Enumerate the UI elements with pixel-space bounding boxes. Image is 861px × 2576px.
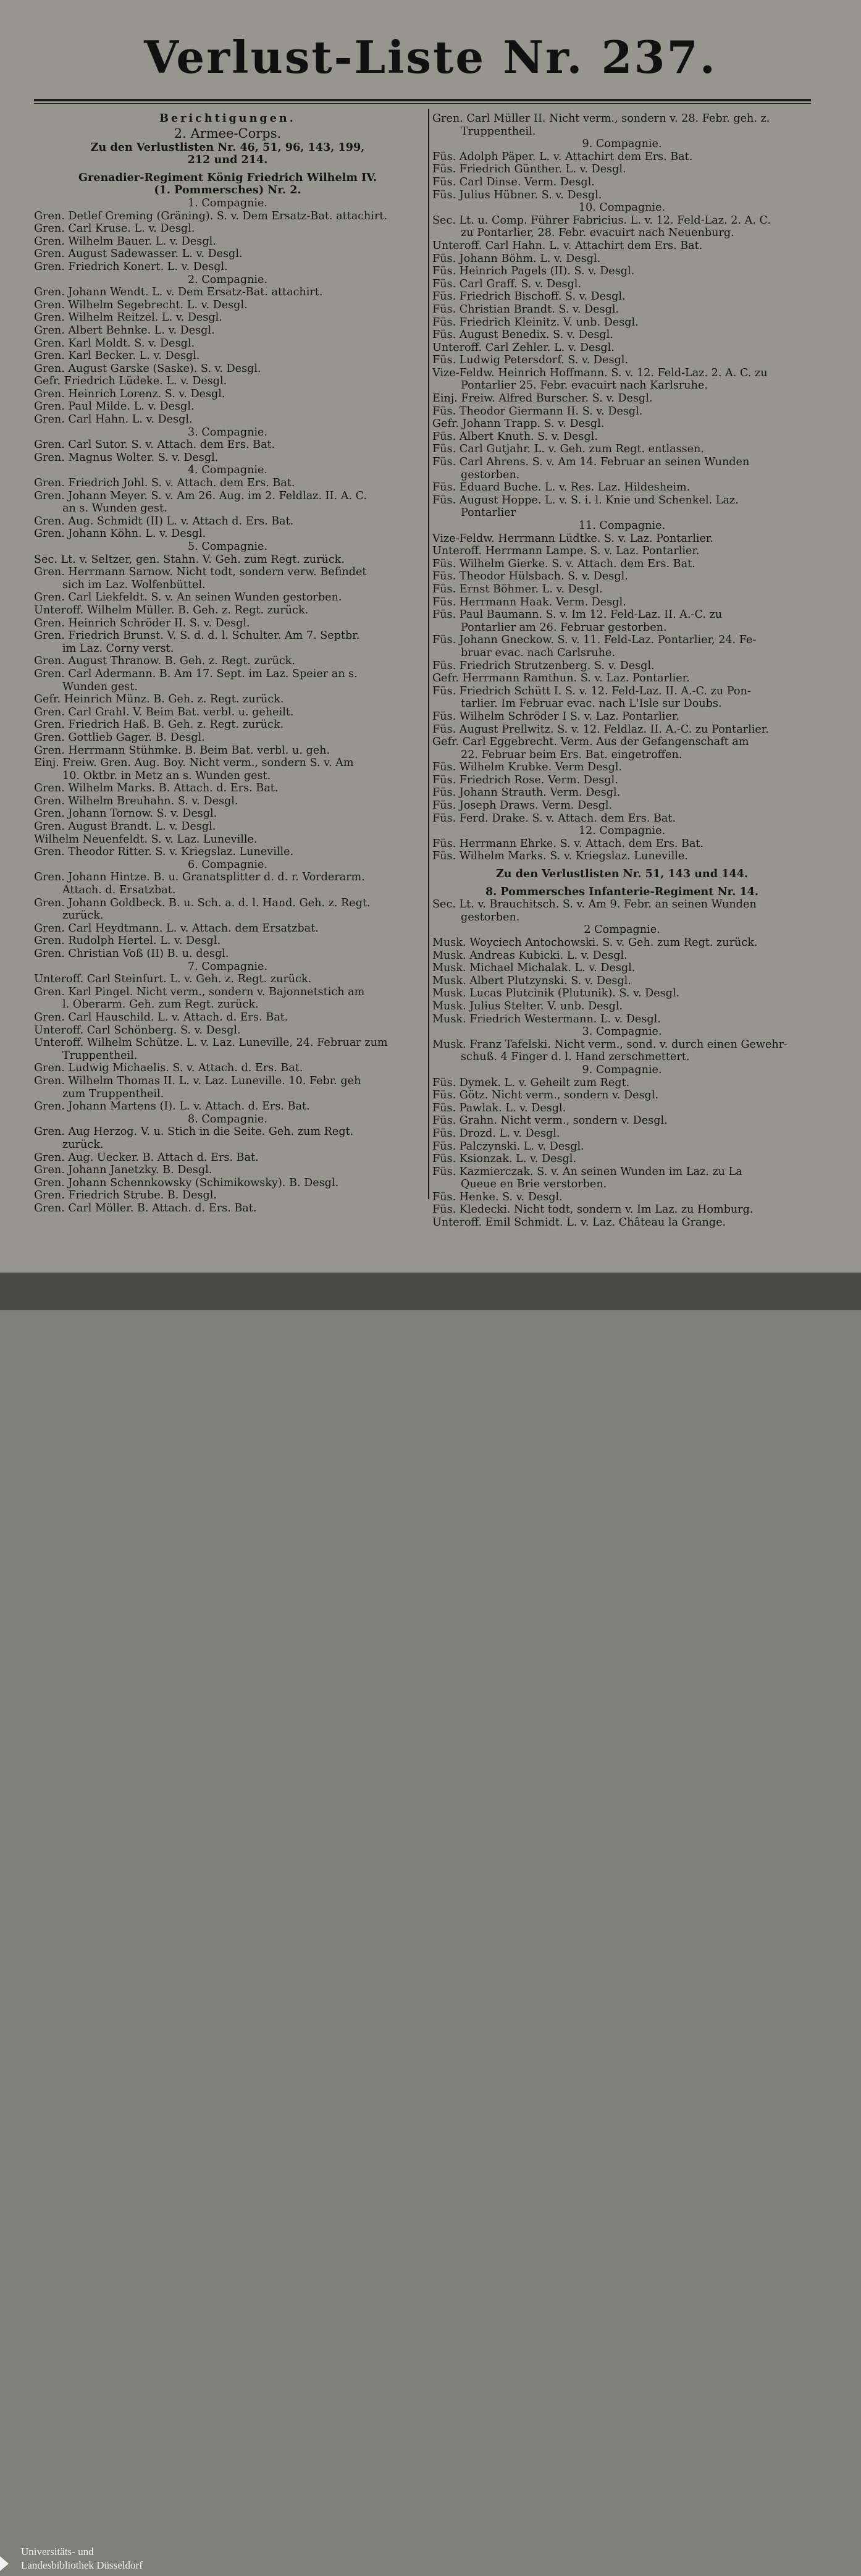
company-heading: 10. Compagnie. [578,201,666,214]
casualty-entry: Gren. Johann Janetzky. B. Desgl. [34,1164,212,1177]
company-heading: 3. Compagnie. [582,1025,662,1038]
casualty-entry: Gren. Carl Müller II. Nicht verm., sondern v. 28. Febr. geh. z. [432,112,770,125]
casualty-entry: Füs. Carl Gutjahr. L. v. Geh. zum Regt. entlassen. [432,443,704,456]
casualty-entry: Gren. August Brandt. L. v. Desgl. [34,820,216,833]
casualty-entry: Gren. Wilhelm Bauer. L. v. Desgl. [34,235,216,248]
casualty-entry: Gren. Heinrich Lorenz. S. v. Desgl. [34,387,225,400]
casualty-entry: Gren. Johann Wendt. L. v. Dem Ersatz-Bat. attachirt. [34,286,323,299]
casualty-entry: Musk. Michael Michalak. L. v. Desgl. [432,962,636,975]
casualty-entry: Sec. Lt. u. Comp. Führer Fabricius. L. v. 12. Feld-Laz. 2. A. C. [432,214,771,227]
casualty-entry: Gren. Rudolph Hertel. L. v. Desgl. [34,935,221,948]
casualty-entry: Gren. Johann Tornow. S. v. Desgl. [34,807,217,820]
casualty-entry: Gren. Theodor Ritter. S. v. Kriegslaz. Luneville. [34,846,294,859]
company-heading: 3. Compagnie. [187,426,268,439]
casualty-entry: Füs. August Prellwitz. S. v. 12. Feldlaz. II. A.-C. zu Pontarlier. [432,723,769,736]
casualty-entry-continuation: bruar evac. nach Carlsruhe. [461,646,616,659]
library-logo-icon [0,2545,19,2576]
company-heading: 5. Compagnie. [187,541,268,553]
casualty-entry: Gefr. Johann Trapp. S. v. Desgl. [432,418,605,431]
casualty-entry: Gren. Karl Pingel. Nicht verm., sondern v. Bajonnetstich am [34,985,365,998]
casualty-entry: Füs. Pawlak. L. v. Desgl. [432,1101,566,1114]
casualty-entry: Füs. Kazmierczak. S. v. An seinen Wunden im Laz. zu La [432,1165,742,1178]
casualty-entry: Füs. Johann Böhm. L. v. Desgl. [432,252,601,265]
casualty-entry: Gren. August Garske (Saske). S. v. Desgl. [34,362,261,375]
casualty-entry: Gren. Johann Goldbeck. B. u. Sch. a. d. l. Hand. Geh. z. Regt. [34,896,371,909]
casualty-entry: Füs. Wilhelm Gierke. S. v. Attach. dem Ers. Bat. [432,557,695,570]
casualty-entry: Musk. Franz Tafelski. Nicht verm., sond. v. durch einen Gewehr- [432,1038,788,1051]
casualty-entry: Gren. August Thranow. B. Geh. z. Regt. zurück. [34,655,295,668]
left-column [34,112,421,1214]
casualty-entry: Gren. Wilhelm Thomas II. L. v. Laz. Luneville. 10. Febr. geh [34,1074,361,1087]
company-heading: 8. Compagnie. [187,1113,268,1126]
casualty-entry: Gren. Christian Voß (II) B. u. desgl. [34,948,229,960]
casualty-entry: Füs. Götz. Nicht verm., sondern v. Desgl. [432,1089,659,1102]
casualty-entry: Füs. Friedrich Günther. L. v. Desgl. [432,163,626,176]
casualty-entry: Gren. Aug Herzog. V. u. Stich in die Seite. Geh. zum Regt. [34,1126,354,1139]
casualty-entry: Gren. Friedrich Strube. B. Desgl. [34,1189,217,1202]
casualty-entry: Füs. Dymek. L. v. Geheilt zum Regt. [432,1076,630,1089]
casualty-entry-continuation: Wunden gest. [62,680,138,693]
column-divider [428,109,429,1199]
regiment-heading: 8. Pommersches Infanterie-Regiment Nr. 14. [485,885,759,898]
casualty-entry: Gren. Gottlieb Gager. B. Desgl. [34,731,205,744]
casualty-entry-continuation: im Laz. Corny verst. [62,642,174,655]
casualty-entry: Füs. Herrmann Haak. Verm. Desgl. [432,596,626,608]
casualty-entry: Gren. Albert Behnke. L. v. Desgl. [34,324,215,337]
casualty-entry: Gren. Detlef Greming (Gräning). S. v. Dem Ersatz-Bat. attachirt. [34,209,388,222]
casualty-entry: Gren. Johann Schennkowsky (Schimikowsky). B. Desgl. [34,1176,339,1189]
casualty-entry-continuation: gestorben. [461,911,520,924]
company-heading: 11. Compagnie. [578,520,666,532]
casualty-entry-continuation: schuß. 4 Finger d. l. Hand zerschmettert. [461,1051,690,1064]
casualty-entry: Musk. Lucas Plutcinik (Plutunik). S. v. Desgl. [432,987,680,1000]
company-heading: 12. Compagnie. [578,825,666,838]
company-heading: 1. Compagnie. [187,196,268,209]
company-heading: 7. Compagnie. [187,960,268,973]
casualty-entry-continuation: zu Pontarlier, 28. Febr. evacuirt nach Neuenburg. [461,227,734,240]
casualty-entry: Gren. Johann Meyer. S. v. Am 26. Aug. im 2. Feldlaz. II. A. C. [34,489,368,502]
casualty-entry: Füs. Friedrich Kleinitz. V. unb. Desgl. [432,316,639,329]
library-name-line1: Universitäts- und [21,2546,94,2557]
casualty-entry-continuation: zum Truppentheil. [62,1087,164,1100]
spacer [34,167,421,172]
casualty-entry: Füs. Henke. S. v. Desgl. [432,1190,563,1203]
casualty-entry: Gren. Friedrich Brunst. V. S. d. d. l. Schulter. Am 7. Septbr. [34,629,360,642]
right-column [432,112,812,1229]
casualty-entry: Gren. Heinrich Schröder II. S. v. Desgl. [34,617,250,629]
casualty-entry: Gren. Carl Sutor. S. v. Attach. dem Ers. Bat. [34,439,275,452]
casualty-entry: Füs. Friedrich Schütt I. S. v. 12. Feld-Laz. II. A.-C. zu Pon- [432,684,751,697]
casualty-entry: Gren. Carl Kruse. L. v. Desgl. [34,222,195,235]
regiment-heading: 212 und 214. [187,154,268,167]
casualty-entry: Gren. Wilhelm Segebrecht. L. v. Desgl. [34,298,248,311]
regiment-heading: Zu den Verlustlisten Nr. 51, 143 und 144. [495,868,749,881]
casualty-entry: Gefr. Carl Eggebrecht. Verm. Aus der Gefangenschaft am [432,736,749,749]
casualty-entry: Gren. Aug. Schmidt (II) L. v. Attach d. Ers. Bat. [34,515,294,528]
casualty-entry-continuation: gestorben. [461,468,520,481]
casualty-entry-continuation: Pontarlier 25. Febr. evacuirt nach Karlsruhe. [461,379,708,392]
casualty-entry: Gren. Johann Martens (I). L. v. Attach. d. Ers. Bat. [34,1100,310,1113]
casualty-entry-continuation: l. Oberarm. Geh. zum Regt. zurück. [62,998,259,1011]
casualty-entry: Gren. Karl Becker. L. v. Desgl. [34,350,200,363]
casualty-entry: Gefr. Herrmann Ramthun. S. v. Laz. Pontarlier. [432,672,690,685]
casualty-entry: Füs. Albert Knuth. S. v. Desgl. [432,430,598,443]
casualty-entry: Füs. Friedrich Bischoff. S. v. Desgl. [432,290,626,303]
casualty-entry: Gren. Johann Hintze. B. u. Granatsplitter d. d. r. Vorderarm. [34,871,365,884]
casualty-entry: Unteroff. Carl Steinfurt. L. v. Geh. z. Regt. zurück. [34,973,312,986]
casualty-entry: Füs. Theodor Hülsbach. S. v. Desgl. [432,570,628,583]
casualty-entry: Gefr. Heinrich Münz. B. Geh. z. Regt. zurück. [34,693,284,706]
casualty-entry: Gren. Carl Möller. B. Attach. d. Ers. Bat. [34,1202,257,1214]
casualty-entry: Gren. Aug. Uecker. B. Attach d. Ers. Bat. [34,1151,259,1164]
casualty-entry: Gren. Carl Hauschild. L. v. Attach. d. Ers. Bat. [34,1011,288,1024]
spacer [432,863,812,868]
casualty-entry-continuation: Truppentheil. [62,1049,138,1062]
library-footer [0,1273,861,2571]
casualty-entry: Musk. Albert Plutzynski. S. v. Desgl. [432,974,631,987]
casualty-entry: Unteroff. Wilhelm Müller. B. Geh. z. Regt. zurück. [34,604,309,617]
casualty-entry: Gren. August Sadewasser. L. v. Desgl. [34,248,243,261]
casualty-entry: Gren. Carl Adermann. B. Am 17. Sept. im Laz. Speier an s. [34,667,358,680]
casualty-entry: Füs. Heinrich Pagels (II). S. v. Desgl. [432,265,635,278]
casualty-entry: Gren. Magnus Wolter. S. v. Desgl. [34,451,219,464]
casualty-entry-continuation: Truppentheil. [461,125,536,138]
casualty-entry: Unteroff. Emil Schmidt. L. v. Laz. Château la Grange. [432,1216,726,1229]
casualty-entry: Füs. Adolph Päper. L. v. Attachirt dem Ers. Bat. [432,150,693,163]
casualty-entry: Gren. Ludwig Michaelis. S. v. Attach. d. Ers. Bat. [34,1062,303,1075]
casualty-entry: Musk. Julius Stelter. V. unb. Desgl. [432,1000,623,1012]
casualty-entry: Gren. Friedrich Konert. L. v. Desgl. [34,260,228,273]
casualty-entry: Füs. Johann Gneckow. S. v. 11. Feld-Laz. Pontarlier, 24. Fe- [432,634,757,647]
regiment-heading: Grenadier-Regiment König Friedrich Wilhelm IV. [78,171,377,184]
casualty-entry: Gren. Wilhelm Breuhahn. S. v. Desgl. [34,794,238,807]
casualty-entry: Füs. Carl Ahrens. S. v. Am 14. Februar an seinen Wunden [432,456,750,469]
company-heading: 2. Compagnie. [187,273,268,286]
casualty-entry: Füs. Eduard Buche. L. v. Res. Laz. Hildesheim. [432,481,691,494]
regiment-heading: (1. Pommersches) Nr. 2. [154,184,301,197]
casualty-entry: Füs. Palczynski. L. v. Desgl. [432,1140,584,1153]
casualty-entry: Gren. Wilhelm Marks. B. Attach. d. Ers. Bat. [34,782,279,795]
casualty-entry: Füs. Johann Strauth. Verm. Desgl. [432,786,621,799]
casualty-entry: Gren. Carl Grahl. V. Beim Bat. verbl. u. geheilt. [34,705,294,718]
casualty-entry-continuation: sich im Laz. Wolfenbüttel. [62,578,206,591]
casualty-entry: Musk. Woyciech Antochowski. S. v. Geh. zum Regt. zurück. [432,937,758,949]
casualty-entry: Füs. Ernst Böhmer. L. v. Desgl. [432,583,603,596]
page-title: Verlust-Liste Nr. 237. [144,31,717,83]
casualty-entry: Gren. Carl Liekfeldt. S. v. An seinen Wunden gestorben. [34,591,342,604]
casualty-entry: Unteroff. Wilhelm Schütze. L. v. Laz. Luneville, 24. Februar zum [34,1037,388,1050]
casualty-entry: Füs. Drozd. L. v. Desgl. [432,1127,560,1140]
casualty-entry: Gren. Herrmann Stühmke. B. Beim Bat. verbl. u. geh. [34,744,330,757]
casualty-entry: Füs. Grahn. Nicht verm., sondern v. Desgl. [432,1114,668,1127]
casualty-entry: Gren. Wilhelm Reitzel. L. v. Desgl. [34,311,222,324]
casualty-entry: Füs. August Hoppe. L. v. S. i. l. Knie und Schenkel. Laz. [432,494,739,507]
casualty-entry: Füs. Joseph Draws. Verm. Desgl. [432,799,613,812]
casualty-entry: Musk. Andreas Kubicki. L. v. Desgl. [432,949,628,962]
casualty-entry: Unteroff. Carl Schönberg. S. v. Desgl. [34,1024,241,1037]
casualty-entry: Vize-Feldw. Herrmann Lüdtke. S. v. Laz. Pontarlier. [432,532,713,545]
casualty-entry: Gren. Carl Hahn. L. v. Desgl. [34,413,193,426]
casualty-entry: Wilhelm Neuenfeldt. S. v. Laz. Luneville. [34,833,258,846]
casualty-entry: Sec. Lt. v. Seltzer, gen. Stahn. V. Geh. zum Regt. zurück. [34,553,345,566]
casualty-entry: Einj. Freiw. Gren. Aug. Boy. Nicht verm., sondern S. v. Am [34,757,354,770]
casualty-entry: Vize-Feldw. Heinrich Hoffmann. S. v. 12. Feld-Laz. 2. A. C. zu [432,366,768,379]
casualty-entry: Füs. Wilhelm Krubke. Verm Desgl. [432,761,623,774]
casualty-entry-continuation: Pontarlier am 26. Februar gestorben. [461,621,667,634]
company-heading: 2 Compagnie. [584,924,660,937]
casualty-entry: Füs. Wilhelm Schröder I S. v. Laz. Pontarlier. [432,710,679,723]
company-heading: 9. Compagnie. [582,138,662,151]
regiment-heading: Zu den Verlustlisten Nr. 46, 51, 96, 143, 199, [90,141,365,154]
casualty-entry: Füs. August Benedix. S. v. Desgl. [432,329,613,342]
casualty-entry: Gren. Carl Heydtmann. L. v. Attach. dem Ersatzbat. [34,922,319,935]
casualty-entry-continuation: Queue en Brie verstorben. [461,1178,607,1191]
casualty-entry: Gren. Paul Milde. L. v. Desgl. [34,400,195,413]
casualty-entry: Füs. Friedrich Rose. Verm. Desgl. [432,773,618,786]
casualty-entry: Füs. Kledecki. Nicht todt, sondern v. Im Laz. zu Homburg. [432,1203,754,1216]
title-rule-thin [34,103,811,104]
casualty-entry-continuation: Attach. d. Ersatzbat. [62,884,176,897]
corps-heading: 2. Armee-Corps. [174,125,282,141]
company-heading: 9. Compagnie. [582,1063,662,1076]
casualty-entry: Einj. Freiw. Alfred Burscher. S. v. Desgl. [432,392,653,405]
casualty-entry-continuation: 10. Oktbr. in Metz an s. Wunden gest. [62,769,271,782]
casualty-entry: Musk. Friedrich Westermann. L. v. Desgl. [432,1012,661,1025]
casualty-entry: Füs. Julius Hübner. S. v. Desgl. [432,188,602,201]
library-name-line2: Landesbibliothek Düsseldorf [21,2559,143,2571]
casualty-entry: Füs. Paul Baumann. S. v. Im 12. Feld-Laz. II. A.-C. zu [432,608,723,621]
casualty-entry: Füs. Carl Graff. S. v. Desgl. [432,277,582,290]
casualty-entry: Unteroff. Herrmann Lampe. S. v. Laz. Pontarlier. [432,545,700,558]
casualty-entry: Füs. Ferd. Drake. S. v. Attach. dem Ers. Bat. [432,812,676,825]
casualty-entry: Gren. Friedrich Haß. B. Geh. z. Regt. zurück. [34,718,284,731]
casualty-entry-continuation: zurück. [62,909,104,922]
casualty-entry: Gren. Herrmann Sarnow. Nicht todt, sondern verw. Befindet [34,566,367,579]
title-rule [34,99,811,101]
casualty-entry: Gren. Johann Köhn. L. v. Desgl. [34,528,206,541]
casualty-entry: Füs. Ludwig Petersdorf. S. v. Desgl. [432,354,628,367]
casualty-entry: Unteroff. Carl Zehler. L. v. Desgl. [432,341,615,354]
company-heading: 6. Compagnie. [187,858,268,871]
library-name [21,2545,143,2572]
section-heading: Berichtigungen. [159,112,296,125]
spacer [432,881,812,886]
casualty-entry: Füs. Wilhelm Marks. S. v. Kriegslaz. Luneville. [432,850,688,863]
casualty-entry-continuation: an s. Wunden gest. [62,502,167,515]
casualty-entry-continuation: tarlier. Im Februar evac. nach L'Isle sur Doubs. [461,697,722,710]
casualty-entry-continuation: Pontarlier [461,507,516,520]
casualty-entry: Gren. Karl Moldt. S. v. Desgl. [34,337,195,350]
company-heading: 4. Compagnie. [187,464,268,477]
casualty-entry: Füs. Theodor Giermann II. S. v. Desgl. [432,405,643,418]
casualty-entry: Unteroff. Carl Hahn. L. v. Attachirt dem Ers. Bat. [432,239,703,252]
casualty-entry: Sec. Lt. v. Brauchitsch. S. v. Am 9. Febr. an seinen Wunden [432,898,757,911]
casualty-entry: Füs. Carl Dinse. Verm. Desgl. [432,175,595,188]
casualty-entry: Füs. Ksionzak. L. v. Desgl. [432,1153,577,1166]
casualty-entry-continuation: 22. Februar beim Ers. Bat. eingetroffen. [461,748,682,761]
casualty-entry: Gren. Friedrich Johl. S. v. Attach. dem Ers. Bat. [34,477,295,490]
casualty-entry: Füs. Friedrich Strutzenberg. S. v. Desgl. [432,659,655,672]
casualty-entry: Füs. Christian Brandt. S. v. Desgl. [432,303,620,316]
casualty-entry: Füs. Herrmann Ehrke. S. v. Attach. dem Ers. Bat. [432,837,704,850]
casualty-entry: Gefr. Friedrich Lüdeke. L. v. Desgl. [34,375,227,388]
casualty-entry-continuation: zurück. [62,1138,104,1151]
